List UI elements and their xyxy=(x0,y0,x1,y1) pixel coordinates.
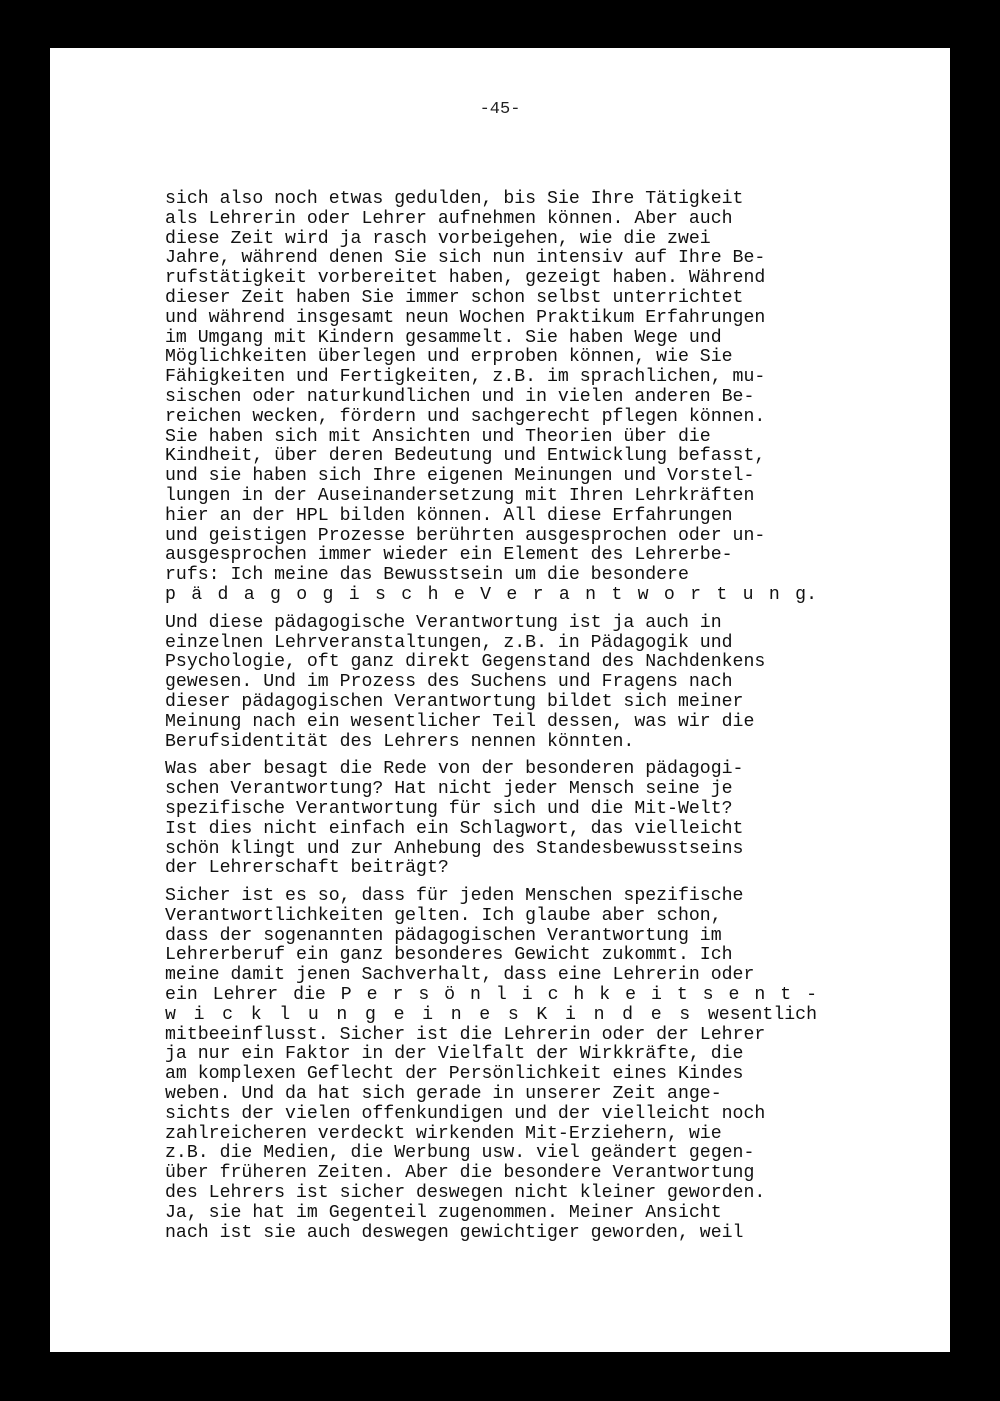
page-number: -45- xyxy=(479,100,521,119)
text-line: gewesen. Und im Prozess des Suchens und Fragens nach xyxy=(165,672,733,693)
text-line: des Lehrers ist sicher deswegen nicht kleiner geworden. xyxy=(165,1183,766,1204)
text-line: hier an der HPL bilden können. All diese Erfahrungen xyxy=(165,505,733,526)
body-text xyxy=(165,190,845,1251)
text-line: Jahre, während denen Sie sich nun intensiv auf Ihre Be- xyxy=(165,248,766,269)
text-line: schön klingt und zur Anhebung des Standesbewusstseins xyxy=(165,838,744,859)
text-line: Verantwortlichkeiten gelten. Ich glaube aber schon, xyxy=(165,905,722,926)
text-line: über früheren Zeiten. Aber die besondere Verantwortung xyxy=(165,1163,755,1184)
text-line: reichen wecken, fördern und sachgerecht pflegen können. xyxy=(165,406,766,427)
text-line: Kindheit, über deren Bedeutung und Entwicklung befasst, xyxy=(165,446,766,467)
text-line: einzelnen Lehrveranstaltungen, z.B. in Pädagogik und xyxy=(165,632,733,653)
text-line: sischen oder naturkundlichen und in vielen anderen Be- xyxy=(165,386,755,407)
paragraph xyxy=(165,760,845,879)
text-line: dass der sogenannten pädagogischen Verantwortung im xyxy=(165,925,722,946)
text-line: mitbeeinflusst. Sicher ist die Lehrerin oder der Lehrer xyxy=(165,1024,766,1045)
text-line: meine damit jenen Sachverhalt, dass eine Lehrerin oder xyxy=(165,965,755,986)
text-line: Sicher ist es so, dass für jeden Menschen spezifische xyxy=(165,886,744,907)
text-line: rufstätigkeit vorbereitet haben, gezeigt haben. Während xyxy=(165,268,766,289)
text-line: sich also noch etwas gedulden, bis Sie Ihre Tätigkeit xyxy=(165,189,744,209)
text-line: Möglichkeiten überlegen und erproben können, wie Sie xyxy=(165,347,733,368)
text-line: w i c k l u n g e i n e s K i n d e s wesentlich xyxy=(165,1004,817,1025)
text-line: ausgesprochen immer wieder ein Element des Lehrerbe- xyxy=(165,545,733,566)
text-line: im Umgang mit Kindern gesammelt. Sie haben Wege und xyxy=(165,327,722,348)
document-page xyxy=(50,48,950,1352)
text-line: schen Verantwortung? Hat nicht jeder Mensch seine je xyxy=(165,779,733,800)
text-line: Lehrerberuf ein ganz besonderes Gewicht zukommt. Ich xyxy=(165,945,733,966)
text-line: Ist dies nicht einfach ein Schlagwort, das vielleicht xyxy=(165,818,744,839)
text-line: und geistigen Prozesse berührten ausgesprochen oder un- xyxy=(165,525,766,546)
paragraph xyxy=(165,614,845,753)
text-line: Ja, sie hat im Gegenteil zugenommen. Meiner Ansicht xyxy=(165,1202,722,1223)
text-line: z.B. die Medien, die Werbung usw. viel geändert gegen- xyxy=(165,1143,755,1164)
text-line: zahlreicheren verdeckt wirkenden Mit-Erziehern, wie xyxy=(165,1123,722,1144)
text-line: dieser Zeit haben Sie immer schon selbst unterrichtet xyxy=(165,287,744,308)
paragraph xyxy=(165,887,845,1243)
text-line: Berufsidentität des Lehrers nennen könnten. xyxy=(165,731,635,752)
text-line: und sie haben sich Ihre eigenen Meinungen und Vorstel- xyxy=(165,466,755,487)
text-line: dieser pädagogischen Verantwortung bildet sich meiner xyxy=(165,691,744,712)
text-line: spezifische Verantwortung für sich und die Mit-Welt? xyxy=(165,798,733,819)
text-line: lungen in der Auseinandersetzung mit Ihren Lehrkräften xyxy=(165,485,755,506)
text-line: sichts der vielen offenkundigen und der vielleicht noch xyxy=(165,1103,766,1124)
text-line: als Lehrerin oder Lehrer aufnehmen können. Aber auch xyxy=(165,208,733,229)
text-line: rufs: Ich meine das Bewusstsein um die besondere xyxy=(165,565,689,586)
text-line: ja nur ein Faktor in der Vielfalt der Wirkkräfte, die xyxy=(165,1044,744,1065)
text-line: und während insgesamt neun Wochen Praktikum Erfahrungen xyxy=(165,307,766,328)
text-line: Meinung nach ein wesentlicher Teil dessen, was wir die xyxy=(165,711,755,732)
text-line: der Lehrerschaft beiträgt? xyxy=(165,858,449,879)
text-line: p ä d a g o g i s c h e V e r a n t w o r t u n g. xyxy=(165,584,817,605)
text-line: Und diese pädagogische Verantwortung ist ja auch in xyxy=(165,612,722,633)
text-line: nach ist sie auch deswegen gewichtiger geworden, weil xyxy=(165,1222,744,1243)
text-line: weben. Und da hat sich gerade in unserer Zeit ange- xyxy=(165,1084,722,1105)
text-line: Psychologie, oft ganz direkt Gegenstand des Nachdenkens xyxy=(165,652,766,673)
text-line: diese Zeit wird ja rasch vorbeigehen, wie die zwei xyxy=(165,228,711,249)
text-line: ein Lehrer die P e r s ö n l i c h k e i t s e n t - xyxy=(165,985,817,1006)
text-line: Fähigkeiten und Fertigkeiten, z.B. im sprachlichen, mu- xyxy=(165,367,766,388)
paragraph xyxy=(165,190,845,606)
text-line: am komplexen Geflecht der Persönlichkeit eines Kindes xyxy=(165,1064,744,1085)
text-line: Was aber besagt die Rede von der besonderen pädagogi- xyxy=(165,759,744,780)
text-line: Sie haben sich mit Ansichten und Theorien über die xyxy=(165,426,711,447)
